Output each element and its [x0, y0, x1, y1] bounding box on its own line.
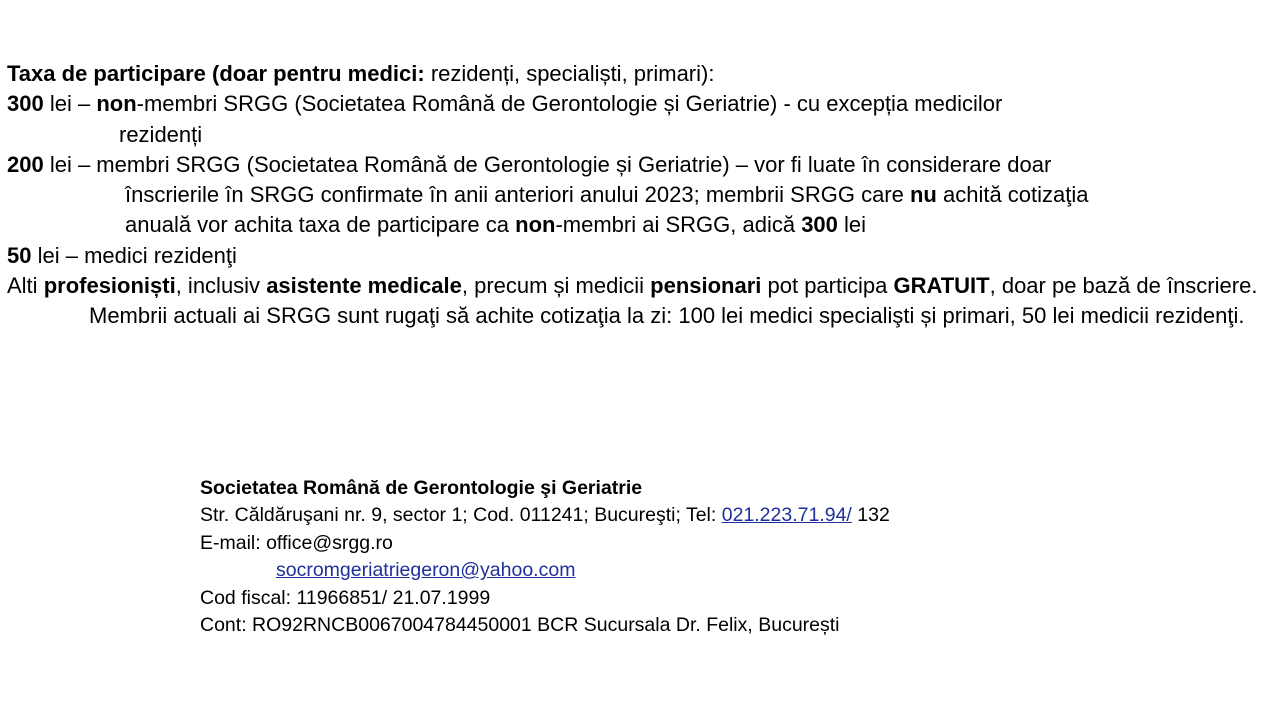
- fee-200-line2: înscrierile în SRGG confirmate în anii anteriori anului 2023; membrii SRGG care nu achită cotizaţia: [125, 182, 1089, 208]
- fee-200-line: 200 lei – membri SRGG (Societatea Română de Gerontologie și Geriatrie) – vor fi luate în considerare doar: [7, 151, 1052, 177]
- contact-footer: [200, 475, 890, 639]
- fees-heading: Taxa de participare (doar pentru medici: rezidenți, specialiști, primari):: [7, 61, 715, 86]
- fee-300-continuation: rezidenți: [119, 121, 203, 147]
- other-professionals-paragraph: Alti profesioniști, inclusiv asistente medicale, precum și medicii pensionari pot participa GRATUIT, doar pe bază de înscriere.: [7, 273, 1258, 299]
- fee-200-line3: anuală vor achita taxa de participare ca non-membri ai SRGG, adică 300 lei: [125, 212, 867, 238]
- fees-section: [7, 59, 1270, 332]
- bank-account-line: Cont: RO92RNCB0067004784450001 BCR Sucursala Dr. Felix, București: [200, 614, 840, 637]
- phone-link[interactable]: 021.223.71.94/: [721, 504, 852, 527]
- fee-300-line: 300 lei – non-membri SRGG (Societatea Română de Gerontologie și Geriatrie) - cu excepția medicilor: [7, 91, 1003, 117]
- address-line: Str. Căldăruşani nr. 9, sector 1; Cod. 011241; Bucureşti; Tel: 021.223.71.94/ 132: [200, 504, 890, 527]
- org-name: Societatea Română de Gerontologie şi Geriatrie: [200, 477, 643, 499]
- email-alt-line: [200, 557, 890, 584]
- members-note-paragraph: Membrii actuali ai SRGG sunt rugaţi să achite cotizaţia la zi: 100 lei medici specialişti și primari, 50 lei medicii rezidenţi.: [89, 303, 1245, 329]
- email-line: E-mail: office@srgg.ro: [200, 531, 393, 554]
- email-alt-link[interactable]: socromgeriatriegeron@yahoo.com: [276, 559, 576, 582]
- fiscal-code-line: Cod fiscal: 11966851/ 21.07.1999: [200, 586, 491, 609]
- fee-50-line: 50 lei – medici rezidenţi: [7, 242, 237, 268]
